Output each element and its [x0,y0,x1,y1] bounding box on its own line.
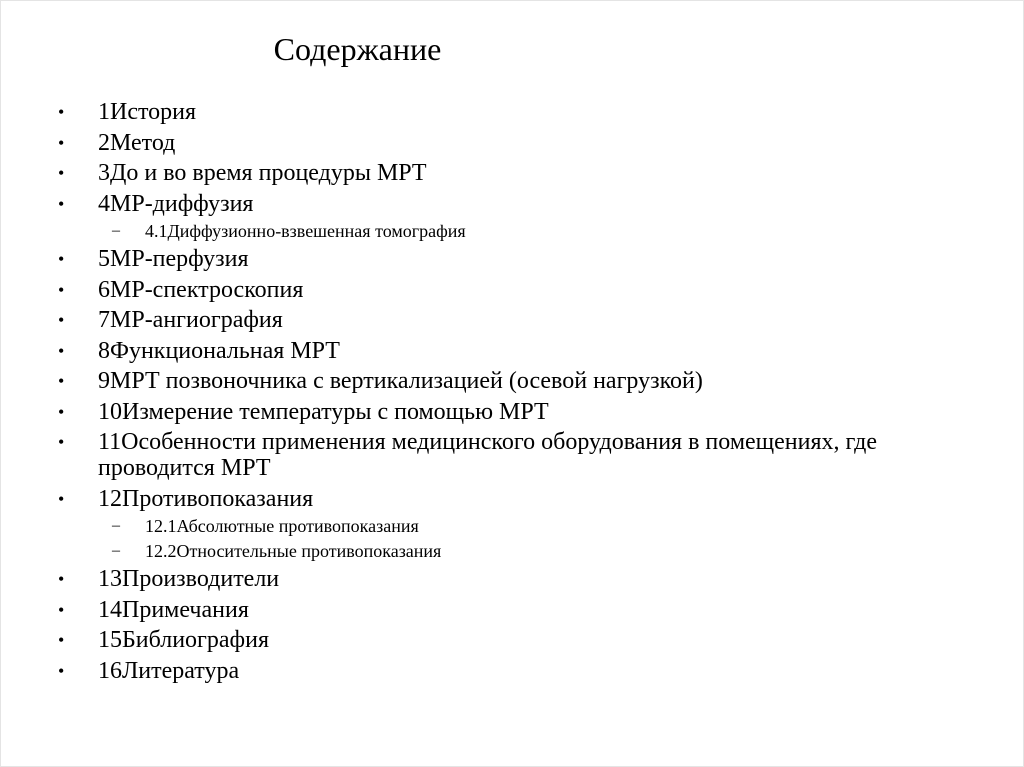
toc-item-label: 3До и во время процедуры МРТ [98,160,427,186]
bullet-icon: • [58,569,65,589]
toc-item-label: 10Измерение температуры с помощью МРТ [98,398,549,425]
toc-subitem-label: 12.2Относительные противопоказания [145,541,442,561]
bullet-icon: • [58,310,65,330]
toc-item-label: 11Особенности применения медицинского оборудования в помещениях, где проводится МРТ [98,429,878,481]
slide-title: Содержание [273,31,442,67]
toc-item-label: 6МР-спектроскопия [98,276,304,303]
dash-icon: – [112,542,120,559]
bullet-icon: • [58,599,65,620]
dash-icon: – [112,222,120,239]
toc-item-label: 9МРТ позвоночника с вертикализацией (осевой нагрузкой) [98,368,703,394]
toc-item-10 [56,399,976,425]
bullet-icon: • [58,102,65,122]
toc-item-1 [56,99,976,125]
toc-item-4 [56,191,976,217]
toc-item-label: 2Метод [98,129,176,156]
toc-item-label: 4МР-диффузия [98,190,254,217]
dash-icon: – [112,517,120,534]
bullet-icon: • [58,401,65,422]
bullet-icon: • [58,371,65,391]
toc-item-label: 8Функциональная МРТ [98,337,340,364]
toc-item-label: 14Примечания [98,596,249,623]
toc-item-16 [56,658,976,684]
toc-item-9 [56,368,976,394]
bullet-icon: • [58,249,65,269]
bullet-icon: • [58,488,65,509]
toc-item-3 [56,160,976,186]
toc-item-13 [56,566,976,592]
toc-item-label: 5МР-перфузия [98,246,249,272]
toc-item-2 [56,130,976,156]
bullet-icon: • [58,132,65,153]
toc-item-5 [56,246,976,272]
toc-item-8 [56,338,976,364]
toc-item-12 [56,486,976,512]
toc-item-label: 1История [98,99,197,125]
toc-item-label: 15Библиография [98,627,269,653]
bullet-icon: • [58,163,65,183]
toc-item-label: 13Производители [98,566,280,592]
toc-item-11 [56,429,976,481]
toc-item-label: 16Литература [98,657,240,684]
bullet-icon: • [58,340,65,361]
toc-item-6 [56,277,976,303]
toc-subitem-12-1 [56,515,976,537]
bullet-icon: • [58,660,65,681]
toc-subitem-label: 4.1Диффузионно-взвешенная томография [145,221,466,241]
toc-item-label: 12Противопоказания [98,485,314,512]
toc-item-label: 7МР-ангиография [98,307,283,333]
toc-item-7 [56,307,976,333]
toc-subitem-4-1 [56,220,976,242]
bullet-icon: • [58,432,65,452]
toc-subitem-label: 12.1Абсолютные противопоказания [145,516,419,536]
bullet-icon: • [58,193,65,214]
table-of-contents [56,99,976,688]
toc-subitem-12-2 [56,540,976,562]
toc-item-15 [56,627,976,653]
bullet-icon: • [58,630,65,650]
toc-item-14 [56,597,976,623]
bullet-icon: • [58,279,65,300]
